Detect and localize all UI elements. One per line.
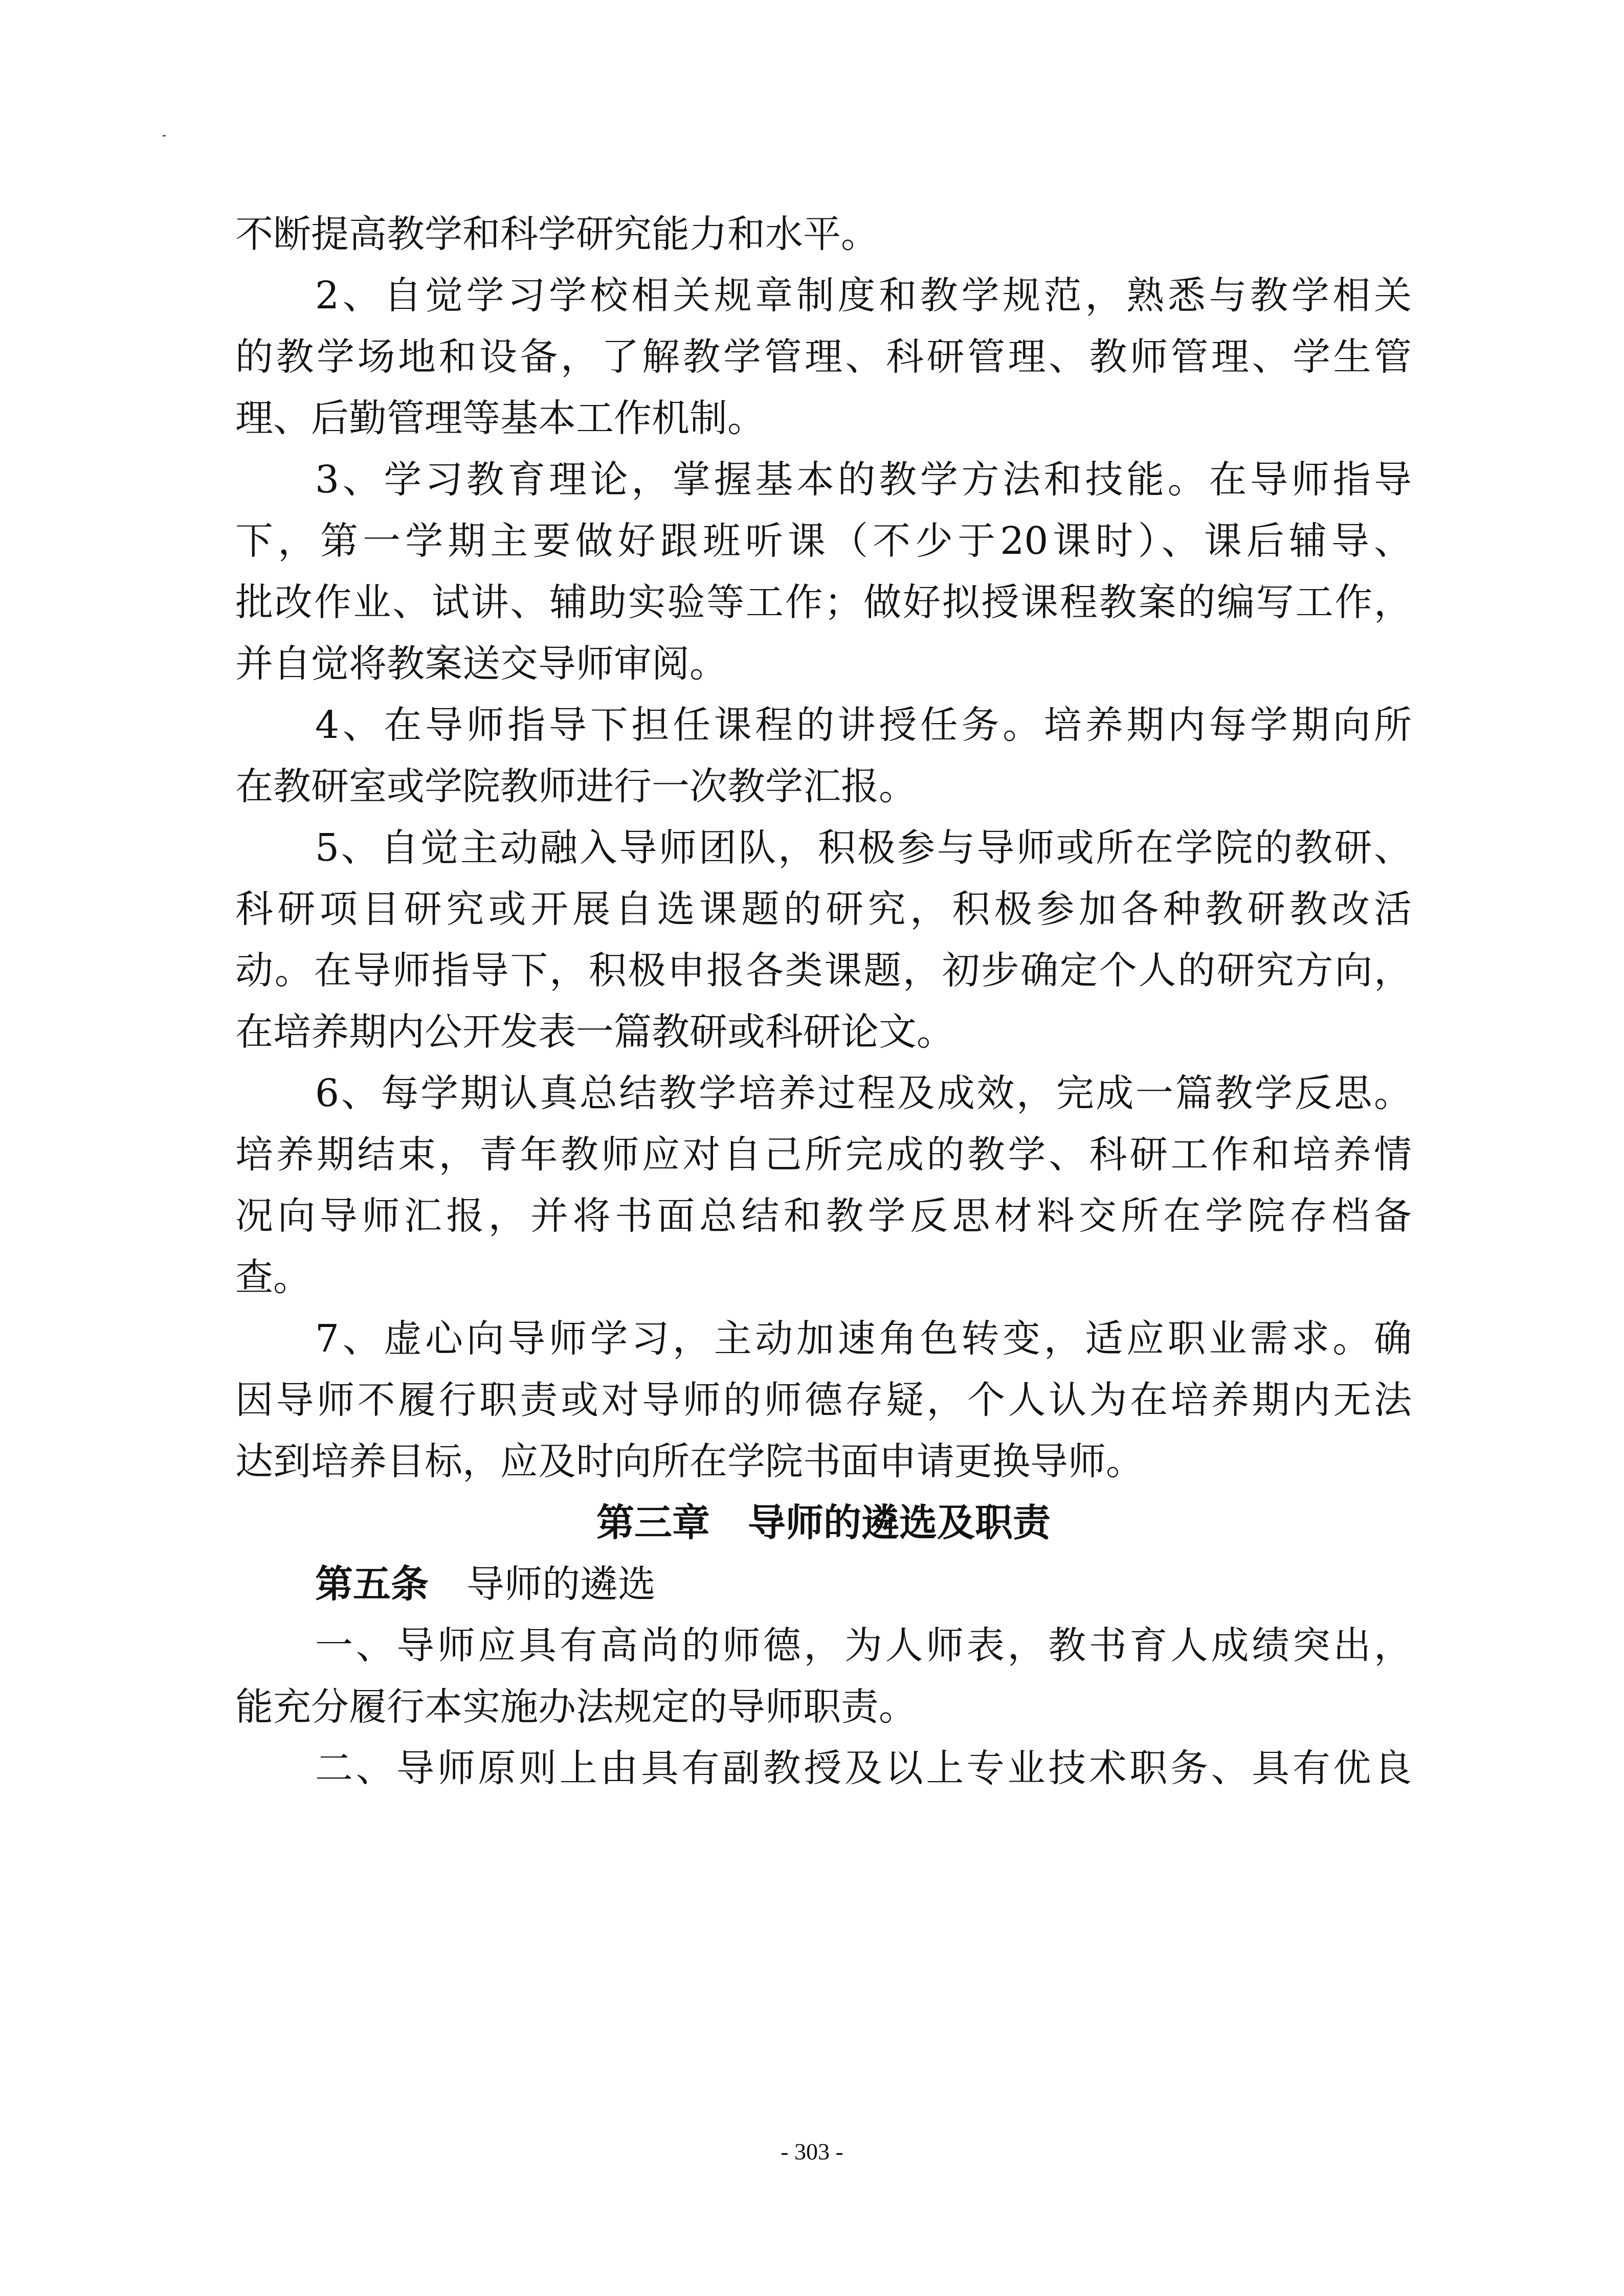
text-line: 并自觉将教案送交导师审阅。 <box>235 642 727 686</box>
article-heading <box>235 1556 1412 1613</box>
page-number: - 303 - <box>781 2139 843 2165</box>
text-line: 因导师不履行职责或对导师的师德存疑，个人认为在培养期内无法 <box>235 1378 1412 1422</box>
article-title: 导师的遴选 <box>466 1562 656 1606</box>
text-line: 6、每学期认真总结教学培养过程及成效，完成一篇教学反思。 <box>315 1071 1412 1115</box>
text-line: 2、自觉学习学校相关规章制度和教学规范，熟悉与教学相关 <box>315 274 1412 318</box>
text-line: 下，第一学期主要做好跟班听课（不少于20课时）、课后辅导、 <box>235 519 1412 563</box>
text-line: 在培养期内公开发表一篇教研或科研论文。 <box>235 1010 954 1054</box>
text-line: 7、虚心向导师学习，主动加速角色转变，适应职业需求。确 <box>315 1317 1412 1361</box>
text-line: 4、在导师指导下担任课程的讲授任务。培养期内每学期向所 <box>315 703 1412 747</box>
scan-speck <box>163 135 166 137</box>
text-line: 批改作业、试讲、辅助实验等工作；做好拟授课程教案的编写工作， <box>235 580 1412 624</box>
text-line: 能充分履行本实施办法规定的导师职责。 <box>235 1685 917 1729</box>
text-line: 的教学场地和设备，了解教学管理、科研管理、教师管理、学生管 <box>235 335 1412 379</box>
chapter-heading: 第三章 导师的遴选及职责 <box>596 1501 1051 1545</box>
text-line: 动。在导师指导下，积极申报各类课题，初步确定个人的研究方向， <box>235 949 1412 993</box>
text-line: 不断提高教学和科学研究能力和水平。 <box>235 212 879 256</box>
text-line: 培养期结束，青年教师应对自己所完成的教学、科研工作和培养情 <box>235 1133 1412 1177</box>
text-line: 3、学习教育理论，掌握基本的教学方法和技能。在导师指导 <box>315 458 1412 502</box>
text-line: 理、后勤管理等基本工作机制。 <box>235 396 765 440</box>
text-line: 在教研室或学院教师进行一次教学汇报。 <box>235 764 917 808</box>
text-line: 5、自觉主动融入导师团队，积极参与导师或所在学院的教研、 <box>315 826 1412 870</box>
text-line: 查。 <box>235 1255 311 1299</box>
text-line: 达到培养目标，应及时向所在学院书面申请更换导师。 <box>235 1439 1144 1483</box>
text-line: 一、导师应具有高尚的师德，为人师表，教书育人成绩突出， <box>315 1624 1412 1668</box>
text-line: 科研项目研究或开展自选课题的研究，积极参加各种教研教改活 <box>235 887 1412 931</box>
article-label: 第五条 <box>315 1562 429 1606</box>
text-line: 况向导师汇报，并将书面总结和教学反思材料交所在学院存档备 <box>235 1194 1412 1238</box>
text-line: 二、导师原则上由具有副教授及以上专业技术职务、具有优良 <box>315 1746 1412 1790</box>
